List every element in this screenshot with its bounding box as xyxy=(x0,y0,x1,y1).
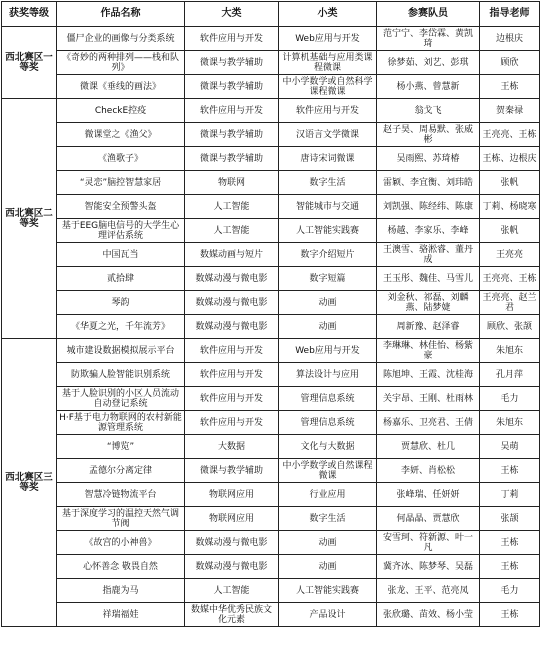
table-row xyxy=(2,219,540,243)
team-members-cell: 安雪珂、符新源、叶一凡 xyxy=(377,531,480,555)
work-name-cell: 《渔歌子》 xyxy=(57,147,185,171)
awards-table xyxy=(1,1,540,627)
team-members-cell: 杨越、李家乐、李峰 xyxy=(377,219,480,243)
work-name-cell: CheckE控疫 xyxy=(57,99,185,123)
advisor-cell: 顾欣 xyxy=(480,51,540,75)
team-members-cell: 刘金秋、祁磊、刘麟燕、陆梦婕 xyxy=(377,291,480,315)
subcategory-cell: Web应用与开发 xyxy=(279,27,377,51)
advisor-cell: 王亮亮、赵兰君 xyxy=(480,291,540,315)
subcategory-cell: 唐诗宋词微课 xyxy=(279,147,377,171)
advisor-cell: 毛力 xyxy=(480,579,540,603)
team-members-cell: 王玉彤、魏佳、马雪儿 xyxy=(377,267,480,291)
table-row xyxy=(2,603,540,627)
subcategory-cell: 文化与大数据 xyxy=(279,435,377,459)
subcategory-cell: 管理信息系统 xyxy=(279,411,377,435)
work-name-cell: 基于EEG脑电信号的大学生心理评估系统 xyxy=(57,219,185,243)
subcategory-cell: 动画 xyxy=(279,291,377,315)
header-work-name: 作品名称 xyxy=(57,2,185,27)
header-row xyxy=(2,2,540,27)
subcategory-cell: 数字生活 xyxy=(279,507,377,531)
category-cell: 软件应用与开发 xyxy=(185,363,279,387)
team-members-cell: 张峰瑞、任妍妍 xyxy=(377,483,480,507)
subcategory-cell: 数字生活 xyxy=(279,171,377,195)
subcategory-cell: 智能城市与交通 xyxy=(279,195,377,219)
work-name-cell: 《华夏之光，千年流芳》 xyxy=(57,315,185,339)
team-members-cell: 关宇昂、王刚、杜雨林 xyxy=(377,387,480,411)
category-cell: 数媒动漫与微电影 xyxy=(185,291,279,315)
category-cell: 微课与教学辅助 xyxy=(185,123,279,147)
table-row xyxy=(2,123,540,147)
subcategory-cell: 中小学数学或自然科学课程微课 xyxy=(279,75,377,99)
header-subcategory: 小类 xyxy=(279,2,377,27)
work-name-cell: 贰拾肆 xyxy=(57,267,185,291)
team-members-cell: 王澳雪、骆淞睿、董丹成 xyxy=(377,243,480,267)
table-row xyxy=(2,387,540,411)
subcategory-cell: 数字短篇 xyxy=(279,267,377,291)
subcategory-cell: 软件应用与开发 xyxy=(279,99,377,123)
work-name-cell: 微课堂之《渔父》 xyxy=(57,123,185,147)
category-cell: 人工智能 xyxy=(185,195,279,219)
work-name-cell: 智慧冷链物流平台 xyxy=(57,483,185,507)
subcategory-cell: 计算机基础与应用类课程微课 xyxy=(279,51,377,75)
advisor-cell: 丁莉、杨晓寒 xyxy=(480,195,540,219)
work-name-cell: 中国瓦当 xyxy=(57,243,185,267)
subcategory-cell: 管理信息系统 xyxy=(279,387,377,411)
subcategory-cell: 动画 xyxy=(279,315,377,339)
table-row xyxy=(2,411,540,435)
category-cell: 数媒动漫与微电影 xyxy=(185,267,279,291)
subcategory-cell: 汉语言文学微课 xyxy=(279,123,377,147)
work-name-cell: 指鹿为马 xyxy=(57,579,185,603)
category-cell: 软件应用与开发 xyxy=(185,387,279,411)
advisor-cell: 王栋 xyxy=(480,555,540,579)
team-members-cell: 吴雨熙、苏琦椿 xyxy=(377,147,480,171)
advisor-cell: 边根庆 xyxy=(480,27,540,51)
subcategory-cell: 行业应用 xyxy=(279,483,377,507)
category-cell: 软件应用与开发 xyxy=(185,27,279,51)
subcategory-cell: 动画 xyxy=(279,555,377,579)
table-body xyxy=(2,27,540,627)
work-name-cell: 琴韵 xyxy=(57,291,185,315)
table-row xyxy=(2,363,540,387)
subcategory-cell: Web应用与开发 xyxy=(279,339,377,363)
category-cell: 软件应用与开发 xyxy=(185,99,279,123)
table-row xyxy=(2,315,540,339)
award-level-cell: 西北赛区二等奖 xyxy=(2,99,57,339)
award-level-cell: 西北赛区一等奖 xyxy=(2,27,57,99)
work-name-cell: 基于深度学习的温控天然气调节阀 xyxy=(57,507,185,531)
advisor-cell: 朱旭东 xyxy=(480,411,540,435)
table-row xyxy=(2,339,540,363)
category-cell: 软件应用与开发 xyxy=(185,339,279,363)
category-cell: 数媒动漫与微电影 xyxy=(185,531,279,555)
table-row xyxy=(2,267,540,291)
table-row xyxy=(2,531,540,555)
table-row xyxy=(2,75,540,99)
team-members-cell: 何晶晶、贾慧欣 xyxy=(377,507,480,531)
team-members-cell: 范宁宁、李岱霖、黄凯琦 xyxy=(377,27,480,51)
table-row xyxy=(2,579,540,603)
advisor-cell: 孔月萍 xyxy=(480,363,540,387)
table-row xyxy=(2,99,540,123)
team-members-cell: 翁戈飞 xyxy=(377,99,480,123)
subcategory-cell: 产品设计 xyxy=(279,603,377,627)
team-members-cell: 张欣璐、苗效、杨小莹 xyxy=(377,603,480,627)
table-row xyxy=(2,195,540,219)
table-row xyxy=(2,51,540,75)
team-members-cell: 杨小燕、曾慧新 xyxy=(377,75,480,99)
subcategory-cell: 人工智能实践赛 xyxy=(279,219,377,243)
team-members-cell: 贾慧欣、杜几 xyxy=(377,435,480,459)
header-advisor: 指导老师 xyxy=(480,2,540,27)
table-row xyxy=(2,171,540,195)
category-cell: 微课与教学辅助 xyxy=(185,75,279,99)
category-cell: 数媒动画与短片 xyxy=(185,243,279,267)
team-members-cell: 张龙、王平、范亮凤 xyxy=(377,579,480,603)
work-name-cell: “博览” xyxy=(57,435,185,459)
subcategory-cell: 人工智能实践赛 xyxy=(279,579,377,603)
header-award-level: 获奖等级 xyxy=(2,2,57,27)
advisor-cell: 顾欣、张颉 xyxy=(480,315,540,339)
advisor-cell: 丁莉 xyxy=(480,483,540,507)
subcategory-cell: 数字介绍短片 xyxy=(279,243,377,267)
work-name-cell: 微课《垂线的画法》 xyxy=(57,75,185,99)
work-name-cell: 孟德尔分离定律 xyxy=(57,459,185,483)
table-row xyxy=(2,27,540,51)
table-row xyxy=(2,555,540,579)
advisor-cell: 王栋 xyxy=(480,459,540,483)
table-row xyxy=(2,483,540,507)
advisor-cell: 王亮亮、王栋 xyxy=(480,123,540,147)
category-cell: 物联网应用 xyxy=(185,507,279,531)
subcategory-cell: 中小学数学或自然课程微课 xyxy=(279,459,377,483)
category-cell: 软件应用与开发 xyxy=(185,411,279,435)
work-name-cell: 祥瑞福娃 xyxy=(57,603,185,627)
work-name-cell: 《奇妙的两种排列——栈和队列》 xyxy=(57,51,185,75)
advisor-cell: 王栋 xyxy=(480,603,540,627)
category-cell: 微课与教学辅助 xyxy=(185,147,279,171)
team-members-cell: 刘凯强、陈经纬、陈康 xyxy=(377,195,480,219)
category-cell: 微课与教学辅助 xyxy=(185,51,279,75)
category-cell: 人工智能 xyxy=(185,579,279,603)
work-name-cell: H·F基于电力物联网的农村新能源管理系统 xyxy=(57,411,185,435)
subcategory-cell: 动画 xyxy=(279,531,377,555)
category-cell: 人工智能 xyxy=(185,219,279,243)
work-name-cell: 智能安全预警头盔 xyxy=(57,195,185,219)
team-members-cell: 冀齐冰、陈梦琴、吴磊 xyxy=(377,555,480,579)
advisor-cell: 贺秦禄 xyxy=(480,99,540,123)
table-row xyxy=(2,291,540,315)
header-team-members: 参赛队员 xyxy=(377,2,480,27)
advisor-cell: 王栋 xyxy=(480,75,540,99)
subcategory-cell: 算法设计与应用 xyxy=(279,363,377,387)
table-row xyxy=(2,147,540,171)
work-name-cell: 城市建设数据模拟展示平台 xyxy=(57,339,185,363)
advisor-cell: 张帆 xyxy=(480,171,540,195)
advisor-cell: 毛力 xyxy=(480,387,540,411)
advisor-cell: 朱旭东 xyxy=(480,339,540,363)
team-members-cell: 徐梦茹、刘艺、彭琪 xyxy=(377,51,480,75)
category-cell: 数媒动漫与微电影 xyxy=(185,315,279,339)
category-cell: 数媒中华优秀民族文化元素 xyxy=(185,603,279,627)
work-name-cell: 基于人脸识别的小区人员流动自动登记系统 xyxy=(57,387,185,411)
category-cell: 微课与教学辅助 xyxy=(185,459,279,483)
team-members-cell: 周新豫、赵泽睿 xyxy=(377,315,480,339)
work-name-cell: 《故宫的小神兽》 xyxy=(57,531,185,555)
advisor-cell: 王栋、边根庆 xyxy=(480,147,540,171)
category-cell: 数媒动漫与微电影 xyxy=(185,555,279,579)
header-category: 大类 xyxy=(185,2,279,27)
work-name-cell: 僵尸企业的画像与分类系统 xyxy=(57,27,185,51)
work-name-cell: 防欺骗人脸智能识别系统 xyxy=(57,363,185,387)
advisor-cell: 吴萌 xyxy=(480,435,540,459)
advisor-cell: 王亮亮 xyxy=(480,243,540,267)
advisor-cell: 张颉 xyxy=(480,507,540,531)
table-row xyxy=(2,507,540,531)
table-row xyxy=(2,243,540,267)
team-members-cell: 李妍、肖松松 xyxy=(377,459,480,483)
team-members-cell: 杨嘉乐、卫亮君、王倩 xyxy=(377,411,480,435)
category-cell: 大数据 xyxy=(185,435,279,459)
category-cell: 物联网应用 xyxy=(185,483,279,507)
team-members-cell: 李琳琳、林佳怡、杨紫豪 xyxy=(377,339,480,363)
advisor-cell: 王栋 xyxy=(480,531,540,555)
team-members-cell: 陈旭坤、王霞、沈桂海 xyxy=(377,363,480,387)
table-row xyxy=(2,459,540,483)
team-members-cell: 雷颖、李宜衡、刘玮皓 xyxy=(377,171,480,195)
work-name-cell: “灵恋”脑控智慧家居 xyxy=(57,171,185,195)
table-row xyxy=(2,435,540,459)
advisor-cell: 张帆 xyxy=(480,219,540,243)
award-level-cell: 西北赛区三等奖 xyxy=(2,339,57,627)
work-name-cell: 心怀善念 敬畏自然 xyxy=(57,555,185,579)
category-cell: 物联网 xyxy=(185,171,279,195)
advisor-cell: 王亮亮、王栋 xyxy=(480,267,540,291)
team-members-cell: 赵子昊、周易默、张威彬 xyxy=(377,123,480,147)
